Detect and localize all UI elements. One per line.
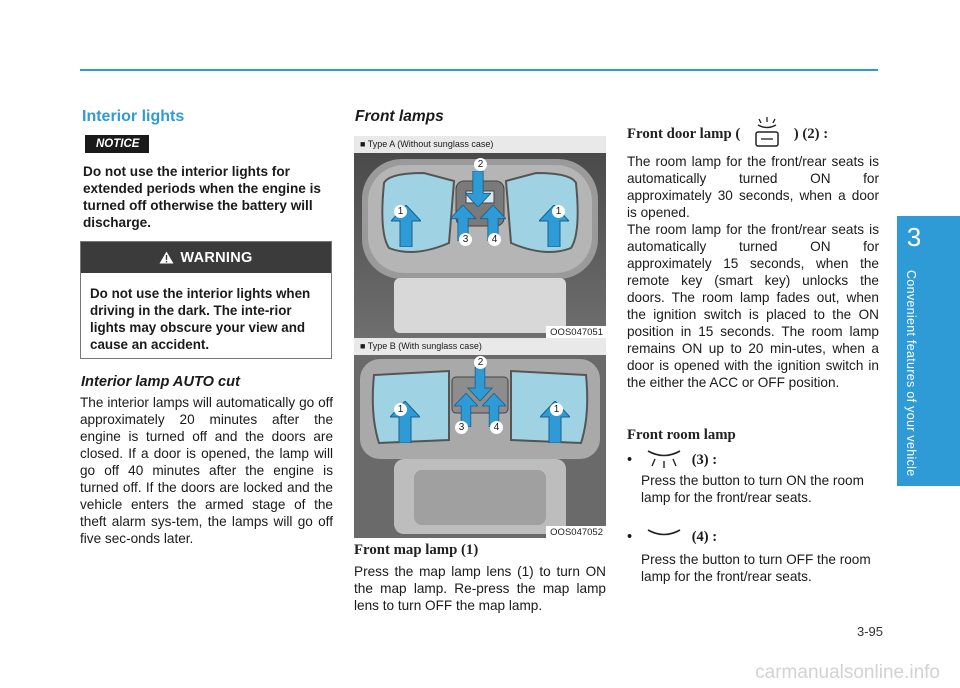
bullet-room-off bbox=[627, 527, 717, 546]
callout-2: 2 bbox=[474, 356, 487, 369]
section-heading: Interior lights bbox=[82, 108, 185, 125]
callout-1: 1 bbox=[550, 403, 563, 416]
column-interior-lights bbox=[80, 108, 333, 231]
callout-1: 1 bbox=[394, 205, 407, 218]
notice-badge: NOTICE bbox=[85, 135, 149, 153]
image-code-a: OOS047051 bbox=[546, 326, 606, 338]
bullet-dot: • bbox=[627, 529, 633, 545]
callout-2: 2 bbox=[474, 158, 487, 171]
callout-3: 3 bbox=[459, 233, 472, 246]
door-lamp-heading-post: ) (2) : bbox=[793, 126, 829, 142]
bullet-2-label: (4) : bbox=[691, 529, 718, 545]
callout-1: 1 bbox=[552, 205, 565, 218]
bullet-room-on bbox=[627, 448, 717, 470]
map-lamp-heading: Front map lamp (1) bbox=[354, 542, 479, 558]
notice-text: Do not use the interior lights for extended periods when the engine is turned off otherwise the battery will discharge. bbox=[83, 164, 321, 230]
door-lamp-icon bbox=[748, 116, 786, 152]
bullet-1-label: (3) : bbox=[691, 452, 718, 468]
type-a-photo bbox=[354, 153, 606, 338]
chapter-title: Convenient features of your vehicle bbox=[904, 269, 918, 477]
callout-1: 1 bbox=[394, 403, 407, 416]
callout-4: 4 bbox=[490, 421, 503, 434]
header-rule bbox=[80, 69, 878, 71]
door-lamp-text-1: The room lamp for the front/rear seats is automatically turned ON for approximately 30 seconds, when a door is opened. bbox=[627, 154, 879, 220]
warning-text: Do not use the interior lights when driving in the dark. The inte-rior lights may obscure your view and cause an accident. bbox=[90, 286, 311, 352]
callout-3: 3 bbox=[455, 421, 468, 434]
image-code-b: OOS047052 bbox=[546, 526, 606, 538]
room-lamp-on-icon bbox=[644, 448, 684, 470]
door-lamp-text-2: The room lamp for the front/rear seats is automatically turned ON for approximately 15 seconds, when the remote key (smart key) unlocks the doors. The room lamp fades out, when the ignition switch is placed to the ON position in 15 seconds. The room lamp remains ON up to 20 min-utes, when a door is opened with the ignition switch in the either the ACC or OFF position. bbox=[627, 222, 879, 390]
warning-header bbox=[81, 242, 331, 273]
room-lamp-off-icon bbox=[644, 527, 684, 541]
warning-icon bbox=[159, 251, 174, 264]
front-lamps-heading: Front lamps bbox=[355, 108, 444, 125]
watermark: carmanualsonline.info bbox=[755, 662, 940, 683]
chapter-number: 3 bbox=[906, 222, 922, 252]
auto-cut-heading: Interior lamp AUTO cut bbox=[81, 374, 240, 390]
page-number: 3-95 bbox=[856, 624, 883, 639]
callout-4: 4 bbox=[488, 233, 501, 246]
warning-box bbox=[80, 241, 332, 359]
bullet-dot: • bbox=[627, 452, 633, 468]
door-lamp-heading bbox=[627, 116, 828, 152]
callout-arrow-icon bbox=[465, 171, 491, 207]
map-lamp-text: Press the map lamp lens (1) to turn ON the map lamp. Re-press the map lamp lens to turn OFF the map lamp. bbox=[354, 564, 606, 613]
warning-label: WARNING bbox=[180, 250, 253, 266]
type-b-photo bbox=[354, 355, 606, 538]
bullet-1-text: Press the button to turn ON the room lamp for the front/rear seats. bbox=[641, 473, 864, 505]
type-a-label: ■ Type A (Without sunglass case) bbox=[354, 136, 606, 153]
door-lamp-heading-pre: Front door lamp ( bbox=[627, 126, 741, 142]
type-b-label: ■ Type B (With sunglass case) bbox=[354, 338, 606, 355]
room-lamp-heading: Front room lamp bbox=[627, 427, 736, 443]
auto-cut-text: The interior lamps will automatically go off approximately 20 minutes after the engine is turned off and the doors are closed. If a door is opened, the lamp will go off 40 minutes after the engine is turned off. If the doors are locked and the vehicle enters the armed stage of the theft alarm sys-tem, the lamps will go off five sec-onds later. bbox=[80, 395, 333, 546]
bullet-2-text: Press the button to turn OFF the room lamp for the front/rear seats. bbox=[641, 552, 871, 584]
